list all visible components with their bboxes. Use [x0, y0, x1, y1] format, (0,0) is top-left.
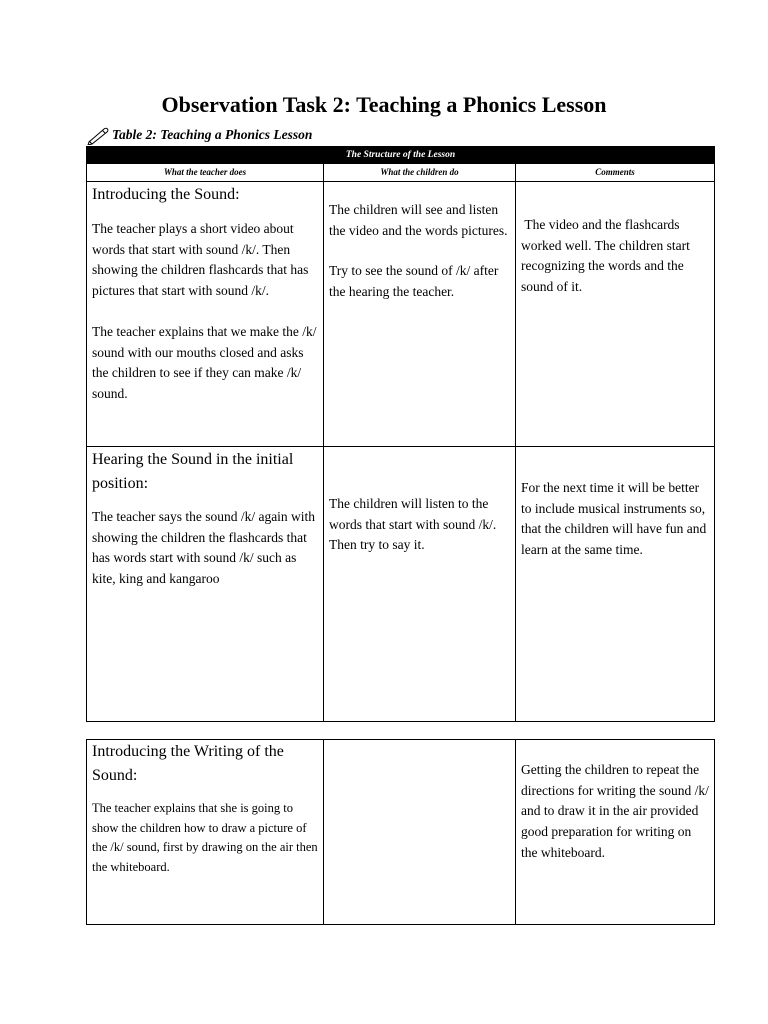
writing-table	[86, 739, 715, 925]
comment-cell	[516, 447, 715, 722]
comment-cell	[516, 740, 715, 925]
children-paragraph: The children will listen to the words that start with sound /k/. Then try to say it.	[329, 496, 497, 553]
table-row	[87, 740, 715, 925]
comment-text: The video and the flashcards worked well. The children start recognizing the words and the sound of it.	[521, 217, 694, 295]
comment-cell	[516, 182, 715, 447]
caption-text: Table 2: Teaching a Phonics Lesson	[112, 127, 313, 142]
row-heading: Introducing the Sound:	[92, 186, 240, 203]
row-heading: Introducing the Writing of the Sound:	[92, 743, 284, 784]
pencil-icon	[86, 125, 110, 145]
column-header-teacher: What the teacher does	[87, 164, 324, 182]
teacher-paragraph: The teacher explains that she is going to show the children how to draw a picture of the /k/ sound, first by drawing on the air then the whiteboard.	[92, 801, 318, 874]
column-header-children: What the children do	[324, 164, 516, 182]
teacher-cell	[87, 447, 324, 722]
teacher-cell	[87, 182, 324, 447]
comment-text: For the next time it will be better to include musical instruments so, that the children will have fun and learn at the same time.	[521, 480, 707, 558]
teacher-cell	[87, 740, 324, 925]
teacher-paragraph: The teacher plays a short video about words that start with sound /k/. Then showing the children flashcards that has pictures that start with sound /k/.	[92, 221, 309, 299]
column-header-comments: Comments	[516, 164, 715, 182]
table-row	[87, 182, 715, 447]
teacher-paragraph: The teacher explains that we make the /k/ sound with our mouths closed and asks the children to see if they can make /k/ sound.	[92, 323, 317, 401]
lesson-structure-table	[86, 146, 715, 722]
comment-text: Getting the children to repeat the directions for writing the sound /k/ and to draw it in the air provided good preparation for writing on the whiteboard.	[521, 762, 709, 860]
children-cell	[324, 447, 516, 722]
children-paragraph: Try to see the sound of /k/ after the hearing the teacher.	[329, 263, 499, 300]
row-heading: Hearing the Sound in the initial position:	[92, 451, 294, 492]
children-cell	[324, 182, 516, 447]
children-cell	[324, 740, 516, 925]
page-title: Observation Task 2: Teaching a Phonics Lesson	[161, 92, 607, 117]
teacher-paragraph: The teacher says the sound /k/ again with showing the children the flashcards that has words start with sound /k/ such as kite, king and kangaroo	[92, 509, 316, 587]
children-paragraph: The children will see and listen the video and the words pictures.	[329, 202, 508, 238]
table-banner: The Structure of the Lesson	[87, 147, 715, 164]
table-row	[87, 447, 715, 722]
